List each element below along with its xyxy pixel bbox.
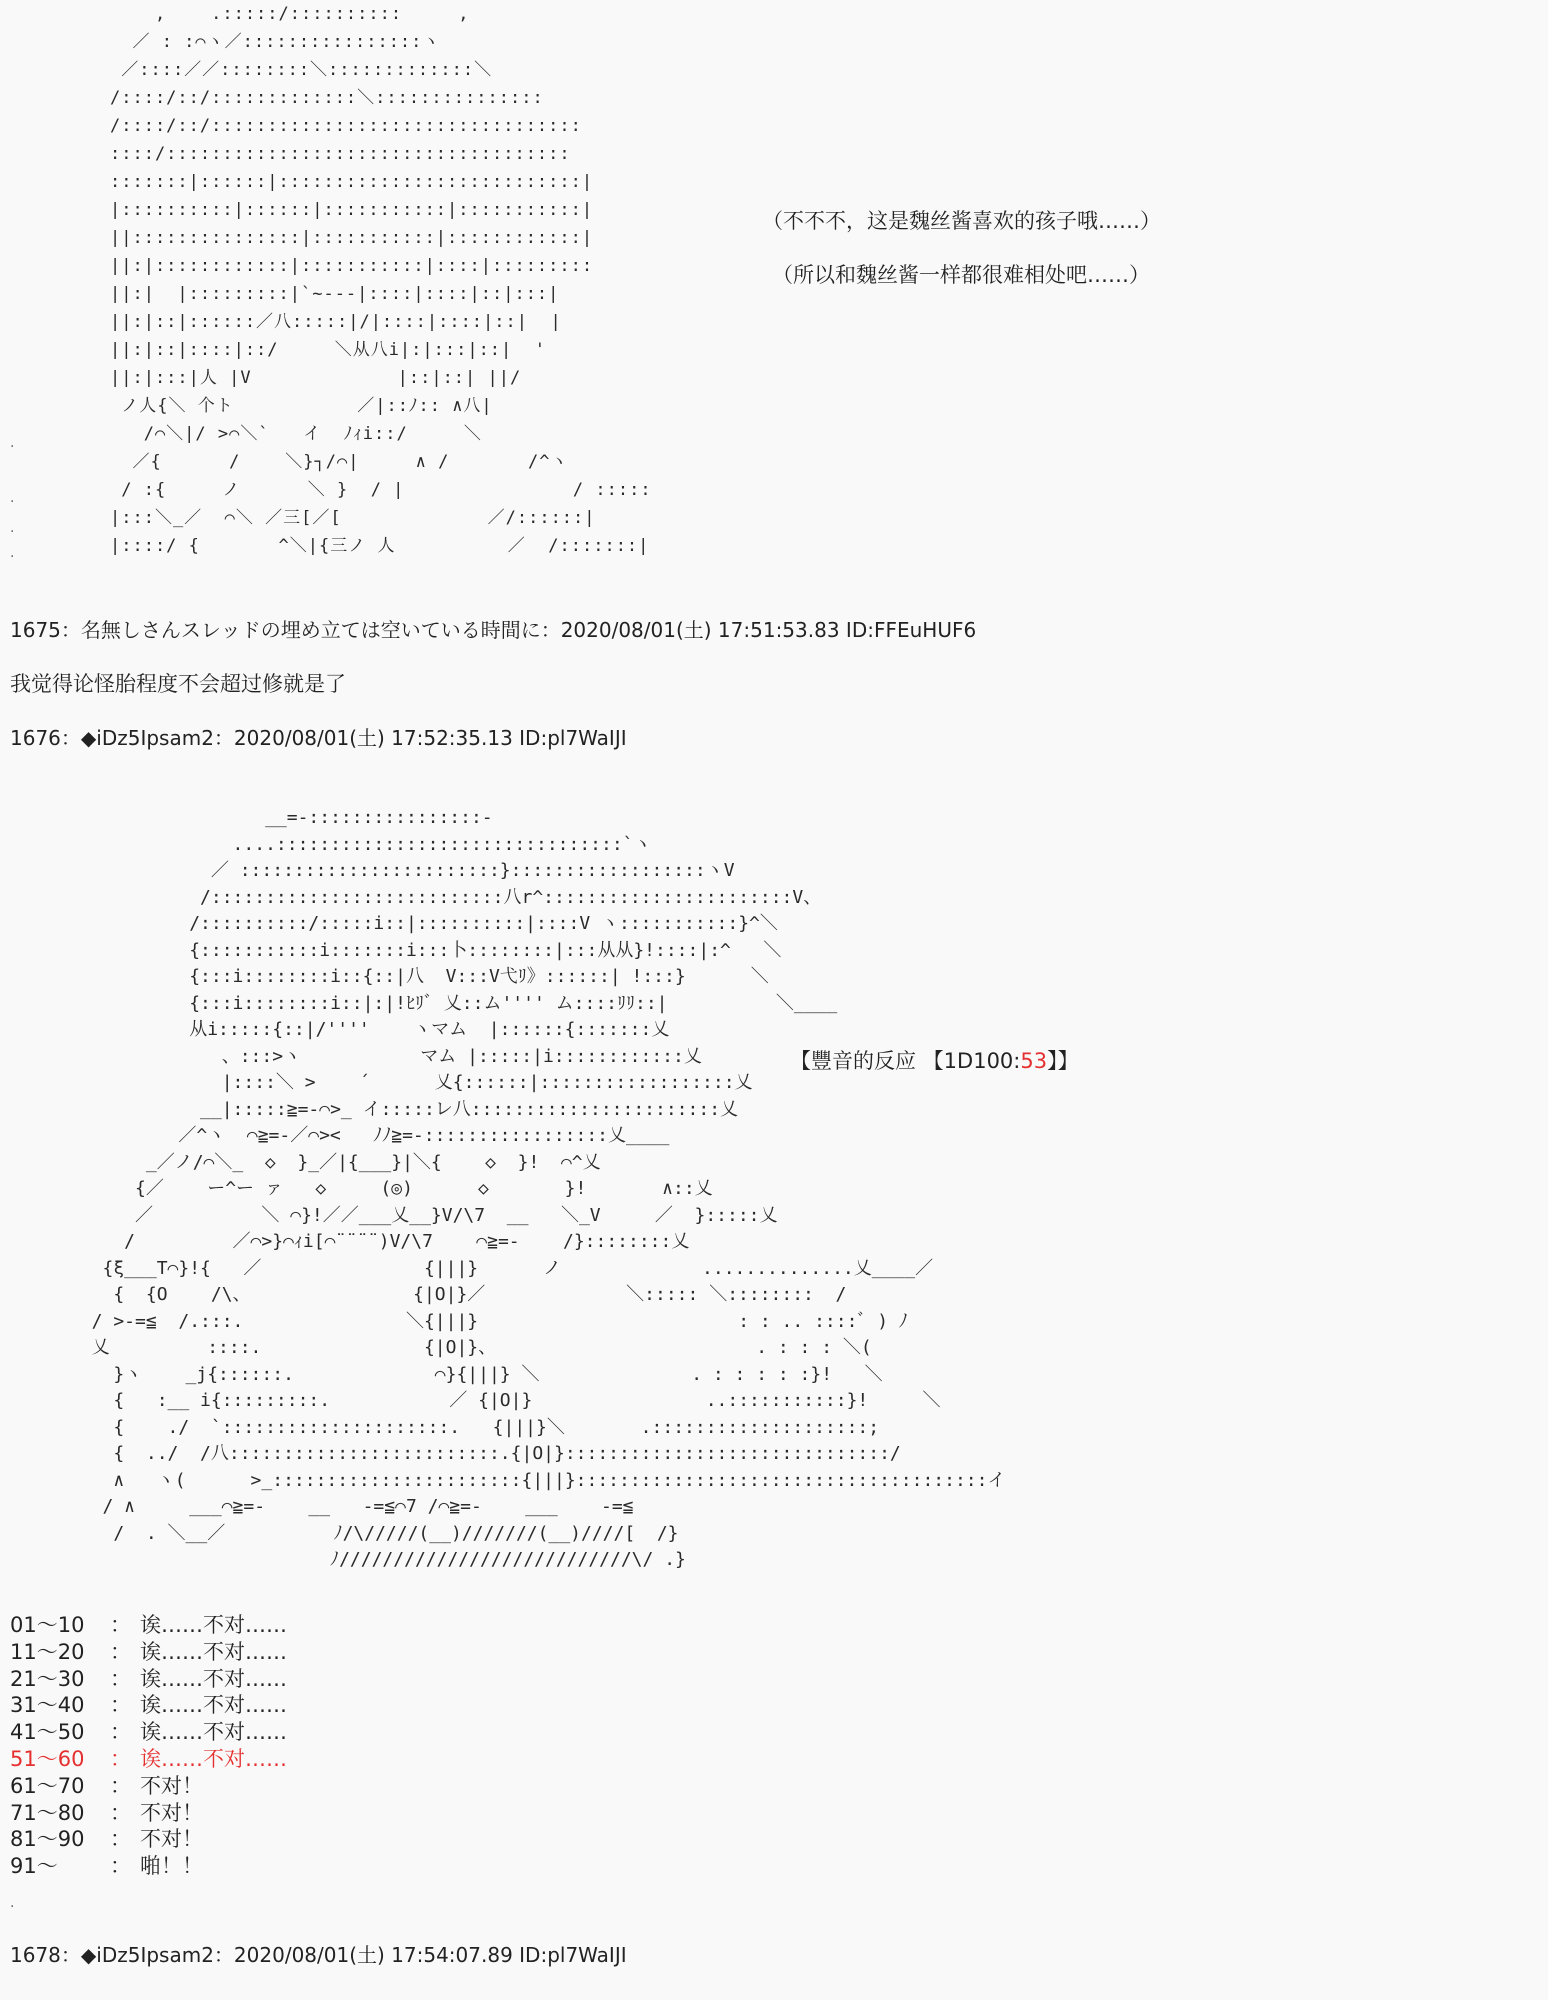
outcome-row-selected bbox=[10, 1746, 287, 1773]
dot-marker: . bbox=[10, 1895, 15, 1911]
outcome-separator: ： bbox=[110, 1773, 131, 1798]
outcome-separator: ： bbox=[110, 1693, 131, 1718]
outcome-range: 51～60 bbox=[10, 1746, 85, 1771]
outcome-separator: ： bbox=[110, 1827, 131, 1852]
outcome-text: 诶……不对…… bbox=[140, 1746, 287, 1771]
outcome-separator: ： bbox=[110, 1800, 131, 1825]
outcome-range: 31～40 bbox=[10, 1693, 85, 1718]
outcome-text: 诶……不对…… bbox=[140, 1639, 287, 1664]
outcome-range: 91～ bbox=[10, 1854, 58, 1879]
outcome-text: 不对！ bbox=[140, 1827, 203, 1852]
outcome-row bbox=[10, 1853, 287, 1880]
ascii-art-bottom: __=-::::::::::::::::- ....::::::::::::::::::::::::::::::::`ヽ ／ ::::::::::::::::::::::::}::::::::::::::::::ヽV /:::::::::::::::::::::::::::八r^:::::::::::::::::::::::V、 /::::::::::/:::::i::|::::::::::|::::V ヽ:::::::::::}^＼ {:::::::::::i:::::::i:::卜::::::::|:::从从}!::::|:^ ＼ {:::i::::::::i::{::|八 V:::V弋ﾘ》::::::| !:::} ＼ {:::i::::::::i::|:|!ﾋﾘﾞ 乂::ム'''' ム::::ﾘﾘ::| ＼____ 从i:::::{::|/'''' ヽマム |::::::{:::::::乂 、:::>ヽ マム |:::::|i::::::::::::乂 |::::＼ > ´ 乂{::::::|::::::::::::::::::乂 __|:::::≧=-⌒>_ イ:::::レ八:::::::::::::::::::::::乂 ／^ヽ ⌒≧=-／⌒>< ﾉﾉ≧=-:::::::::::::::::乂____ _／ノ/⌒＼_ ◇ }_／|{___}|＼{ ◇ }! ⌒^乂 {／ ー^ー ァ ◇ (◎) ◇ }! ∧::乂 ／ ＼ ⌒}!／／___乂__}V/\7 __ ＼_V ／ }:::::乂 / ／⌒>}⌒ｨi[⌒¨¨¨¨)V/\7 ⌒≧=- /}::::::::乂 {ξ___T⌒}!{ ／ {|||} ノ ..............乂____／ { {O /\、 {|O|}／ ＼::::: ＼:::::::: / / >-=≦ /.:::. ＼{|||} : : .. ::::ﾞ ) ﾉ 乂 ::::. {|O|}、 . : : : ＼( }ヽ _j{::::::. ⌒}{|||} ＼ . : : : : :}! ＼ { :__ i{:::::::::. ／ {|O|} ..:::::::::::}! ＼ { ./ `:::::::::::::::::::::. {|||}＼ .::::::::::::::::::::; { ../ /八:::::::::::::::::::::::::.{|O|}::::::::::::::::::::::::::::::/ ∧ ヽ( >_:::::::::::::::::::::::{|||}::::::::::::::::::::::::::::::::::::::イ / ∧ ___⌒≧=- __ -=≦⌒7 /⌒≧=- ___ -=≦ / . ＼__／ ﾉ/\/////(__)///////(__)////[ /} ﾉ///////////////////////////\/ .} bbox=[91, 807, 1006, 1570]
dice-reaction-prefix: 【豐音的反应 【1D100: bbox=[790, 1049, 1021, 1073]
post-header-1675: 1675：名無しさんスレッドの埋め立ては空いている時間に：2020/08/01(土) 17:51:53.83 ID:FFEuHUF6 bbox=[10, 618, 977, 642]
outcome-text: 诶……不对…… bbox=[140, 1693, 287, 1718]
thought-line-1: （不不不，这是魏丝酱喜欢的孩子哦……） bbox=[762, 209, 1161, 233]
outcome-range: 41～50 bbox=[10, 1720, 85, 1745]
outcome-range: 01～10 bbox=[10, 1613, 85, 1637]
dice-roll-value: 53 bbox=[1020, 1049, 1048, 1073]
outcome-text: 诶……不对…… bbox=[140, 1666, 287, 1691]
outcome-text: 啪！！ bbox=[140, 1854, 203, 1879]
dot-marker: . bbox=[10, 435, 15, 451]
outcome-separator: ： bbox=[110, 1720, 131, 1745]
outcome-text: 诶……不对…… bbox=[140, 1720, 287, 1745]
outcome-separator: ： bbox=[110, 1854, 131, 1879]
ascii-art-top: , .:::::/:::::::::: , ／ : :⌒ヽ／::::::::::::::::ヽ ／::::／／::::::::＼:::::::::::::＼ /::::/::/:::::::::::::＼::::::::::::::: /::::/::/::::::::::::::::::::::::::::::::: ::::/:::::::::::::::::::::::::::::::::::: :::::::|::::::|:::::::::::::::::::::::::::| |::::::::::|::::::|:::::::::::|:::::::::::| ||:::::::::::::::|:::::::::::|::::::::::::| ||:|::::::::::::|:::::::::::|::::|::::::::: ||:| |:::::::::|`~---|::::|::::|::|:::| ||:|::|::::::／八:::::|/|::::|::::|::| | ||:|::|::::|::/ ＼从八i|:|:::|::| ' ||:|:::|人 |V |::|::| ||/ ノ人{＼ 个ト ／|::ﾉ:: ∧八| /⌒＼|/ >⌒＼` イ ﾉｨi::/ ＼ ／{ / ＼}┐/⌒| ∧ / /^ヽ / :{ ノ ＼ } / | / ::::: |:::＼_／ ⌒＼ ／三[／[ ／/::::::| |::::/ { ^＼|{三ノ 人 ／ /:::::::| bbox=[110, 4, 652, 556]
outcome-row bbox=[10, 1612, 287, 1639]
outcome-row bbox=[10, 1826, 287, 1853]
dot-marker: . bbox=[10, 545, 15, 561]
outcome-row bbox=[10, 1692, 287, 1719]
outcome-row bbox=[10, 1773, 287, 1800]
outcome-range: 11～20 bbox=[10, 1639, 85, 1664]
outcome-range: 71～80 bbox=[10, 1800, 85, 1825]
dice-reaction-suffix: 】】 bbox=[1047, 1049, 1079, 1073]
thought-line-2: （所以和魏丝酱一样都很难相处吧……） bbox=[772, 263, 1150, 287]
dot-marker: . bbox=[10, 520, 15, 536]
outcome-text: 不对！ bbox=[140, 1773, 203, 1798]
outcome-table bbox=[10, 1612, 287, 1880]
post-header-1676: 1676：◆iDz5Ipsam2：2020/08/01(土) 17:52:35.13 ID:pl7WaIJI bbox=[10, 726, 627, 750]
outcome-range: 81～90 bbox=[10, 1827, 85, 1852]
outcome-text: 不对！ bbox=[140, 1800, 203, 1825]
post-header-1678: 1678：◆iDz5Ipsam2：2020/08/01(土) 17:54:07.89 ID:pl7WaIJI bbox=[10, 1943, 627, 1967]
outcome-separator: ： bbox=[110, 1613, 131, 1637]
outcome-row bbox=[10, 1719, 287, 1746]
dice-reaction bbox=[790, 1048, 1079, 1074]
outcome-row bbox=[10, 1800, 287, 1827]
outcome-row bbox=[10, 1666, 287, 1693]
outcome-range: 21～30 bbox=[10, 1666, 85, 1691]
outcome-row bbox=[10, 1639, 287, 1666]
outcome-separator: ： bbox=[110, 1666, 131, 1691]
dot-marker: . bbox=[10, 490, 15, 506]
outcome-range: 61～70 bbox=[10, 1773, 85, 1798]
post-body-1675: 我觉得论怪胎程度不会超过修就是了 bbox=[10, 672, 346, 696]
outcome-separator: ： bbox=[110, 1746, 131, 1771]
outcome-separator: ： bbox=[110, 1639, 131, 1664]
outcome-text: 诶……不对…… bbox=[140, 1613, 287, 1637]
